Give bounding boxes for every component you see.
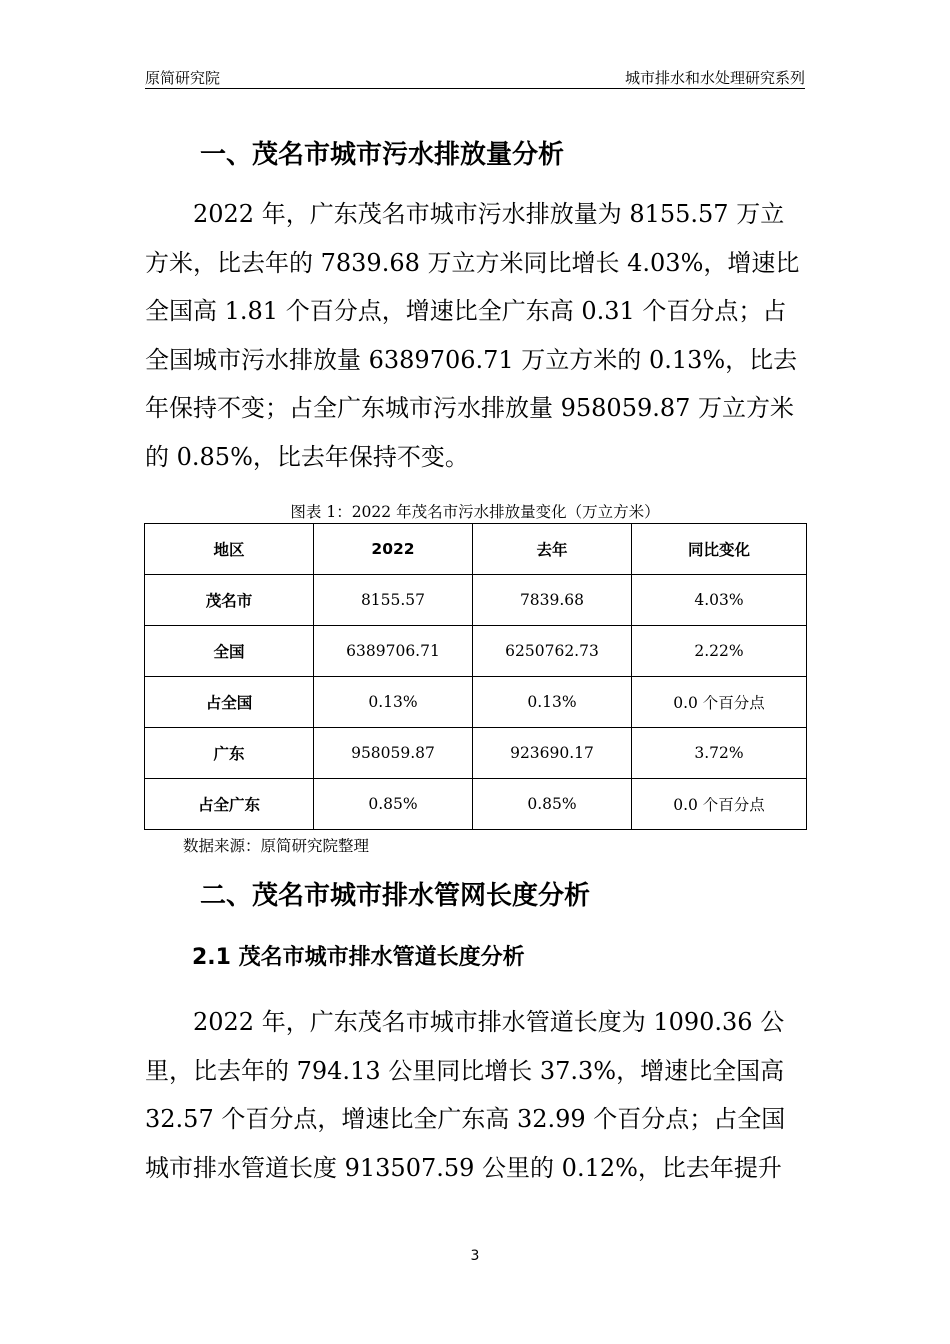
table-cell: 923690.17 [473,728,632,779]
column-header: 2022 [314,524,473,575]
table-cell: 958059.87 [314,728,473,779]
page-number: 3 [470,1248,480,1264]
section2-paragraph [145,998,805,1192]
table-row [145,575,807,626]
header-left-text: 原简研究院 [145,69,221,87]
table-cell: 6389706.71 [314,626,473,677]
paragraph-line: 城市排水管道长度 913507.59 公里的 0.12%，比去年提升 [145,1153,782,1182]
table-row [145,626,807,677]
column-header: 去年 [473,524,632,575]
row-label: 茂名市 [145,575,314,626]
data-table [144,523,807,830]
section1-title: 一、茂名市城市污水排放量分析 [200,140,565,170]
table-row [145,728,807,779]
row-label: 占全广东 [145,779,314,830]
table-cell: 0.0 个百分点 [632,677,807,728]
table-cell: 0.0 个百分点 [632,779,807,830]
table-cell: 0.13% [473,677,632,728]
subsection-title: 2.1 茂名市城市排水管道长度分析 [192,945,525,970]
paragraph-line: 年保持不变；占全广东城市污水排放量 958059.87 万立方米 [145,394,795,422]
section2-title: 二、茂名市城市排水管网长度分析 [200,881,591,911]
table-header-row [145,524,807,575]
table-caption: 图表 1：2022 年茂名市污水排放量变化（万立方米） [290,503,660,521]
paragraph-line: 的 0.85%，比去年保持不变。 [145,442,469,471]
table-cell: 2.22% [632,626,807,677]
column-header: 同比变化 [632,524,807,575]
table-cell: 7839.68 [473,575,632,626]
section1-paragraph [145,190,805,481]
paragraph-line: 全国城市污水排放量 6389706.71 万立方米的 0.13%，比去 [145,345,798,374]
header-divider [145,88,805,89]
table-row [145,779,807,830]
table-row [145,677,807,728]
row-label: 全国 [145,626,314,677]
paragraph-line: 32.57 个百分点，增速比全广东高 32.99 个百分点；占全国 [145,1105,786,1133]
paragraph-line: 里，比去年的 794.13 公里同比增长 37.3%，增速比全国高 [145,1056,785,1085]
paragraph-line: 2022 年，广东茂名市城市排水管道长度为 1090.36 公 [145,1008,785,1036]
table-cell: 0.85% [473,779,632,830]
row-label: 占全国 [145,677,314,728]
table-source: 数据来源：原简研究院整理 [183,837,370,855]
paragraph-line: 全国高 1.81 个百分点，增速比全广东高 0.31 个百分点；占 [145,297,787,325]
header-right-text: 城市排水和水处理研究系列 [624,69,805,87]
table-cell: 8155.57 [314,575,473,626]
row-label: 广东 [145,728,314,779]
table-cell: 6250762.73 [473,626,632,677]
table-cell: 0.13% [314,677,473,728]
column-header: 地区 [145,524,314,575]
paragraph-line: 方米，比去年的 7839.68 万立方米同比增长 4.03%，增速比 [145,248,800,277]
table-cell: 0.85% [314,779,473,830]
paragraph-line: 2022 年，广东茂名市城市污水排放量为 8155.57 万立 [145,200,785,228]
table-cell: 4.03% [632,575,807,626]
table-cell: 3.72% [632,728,807,779]
